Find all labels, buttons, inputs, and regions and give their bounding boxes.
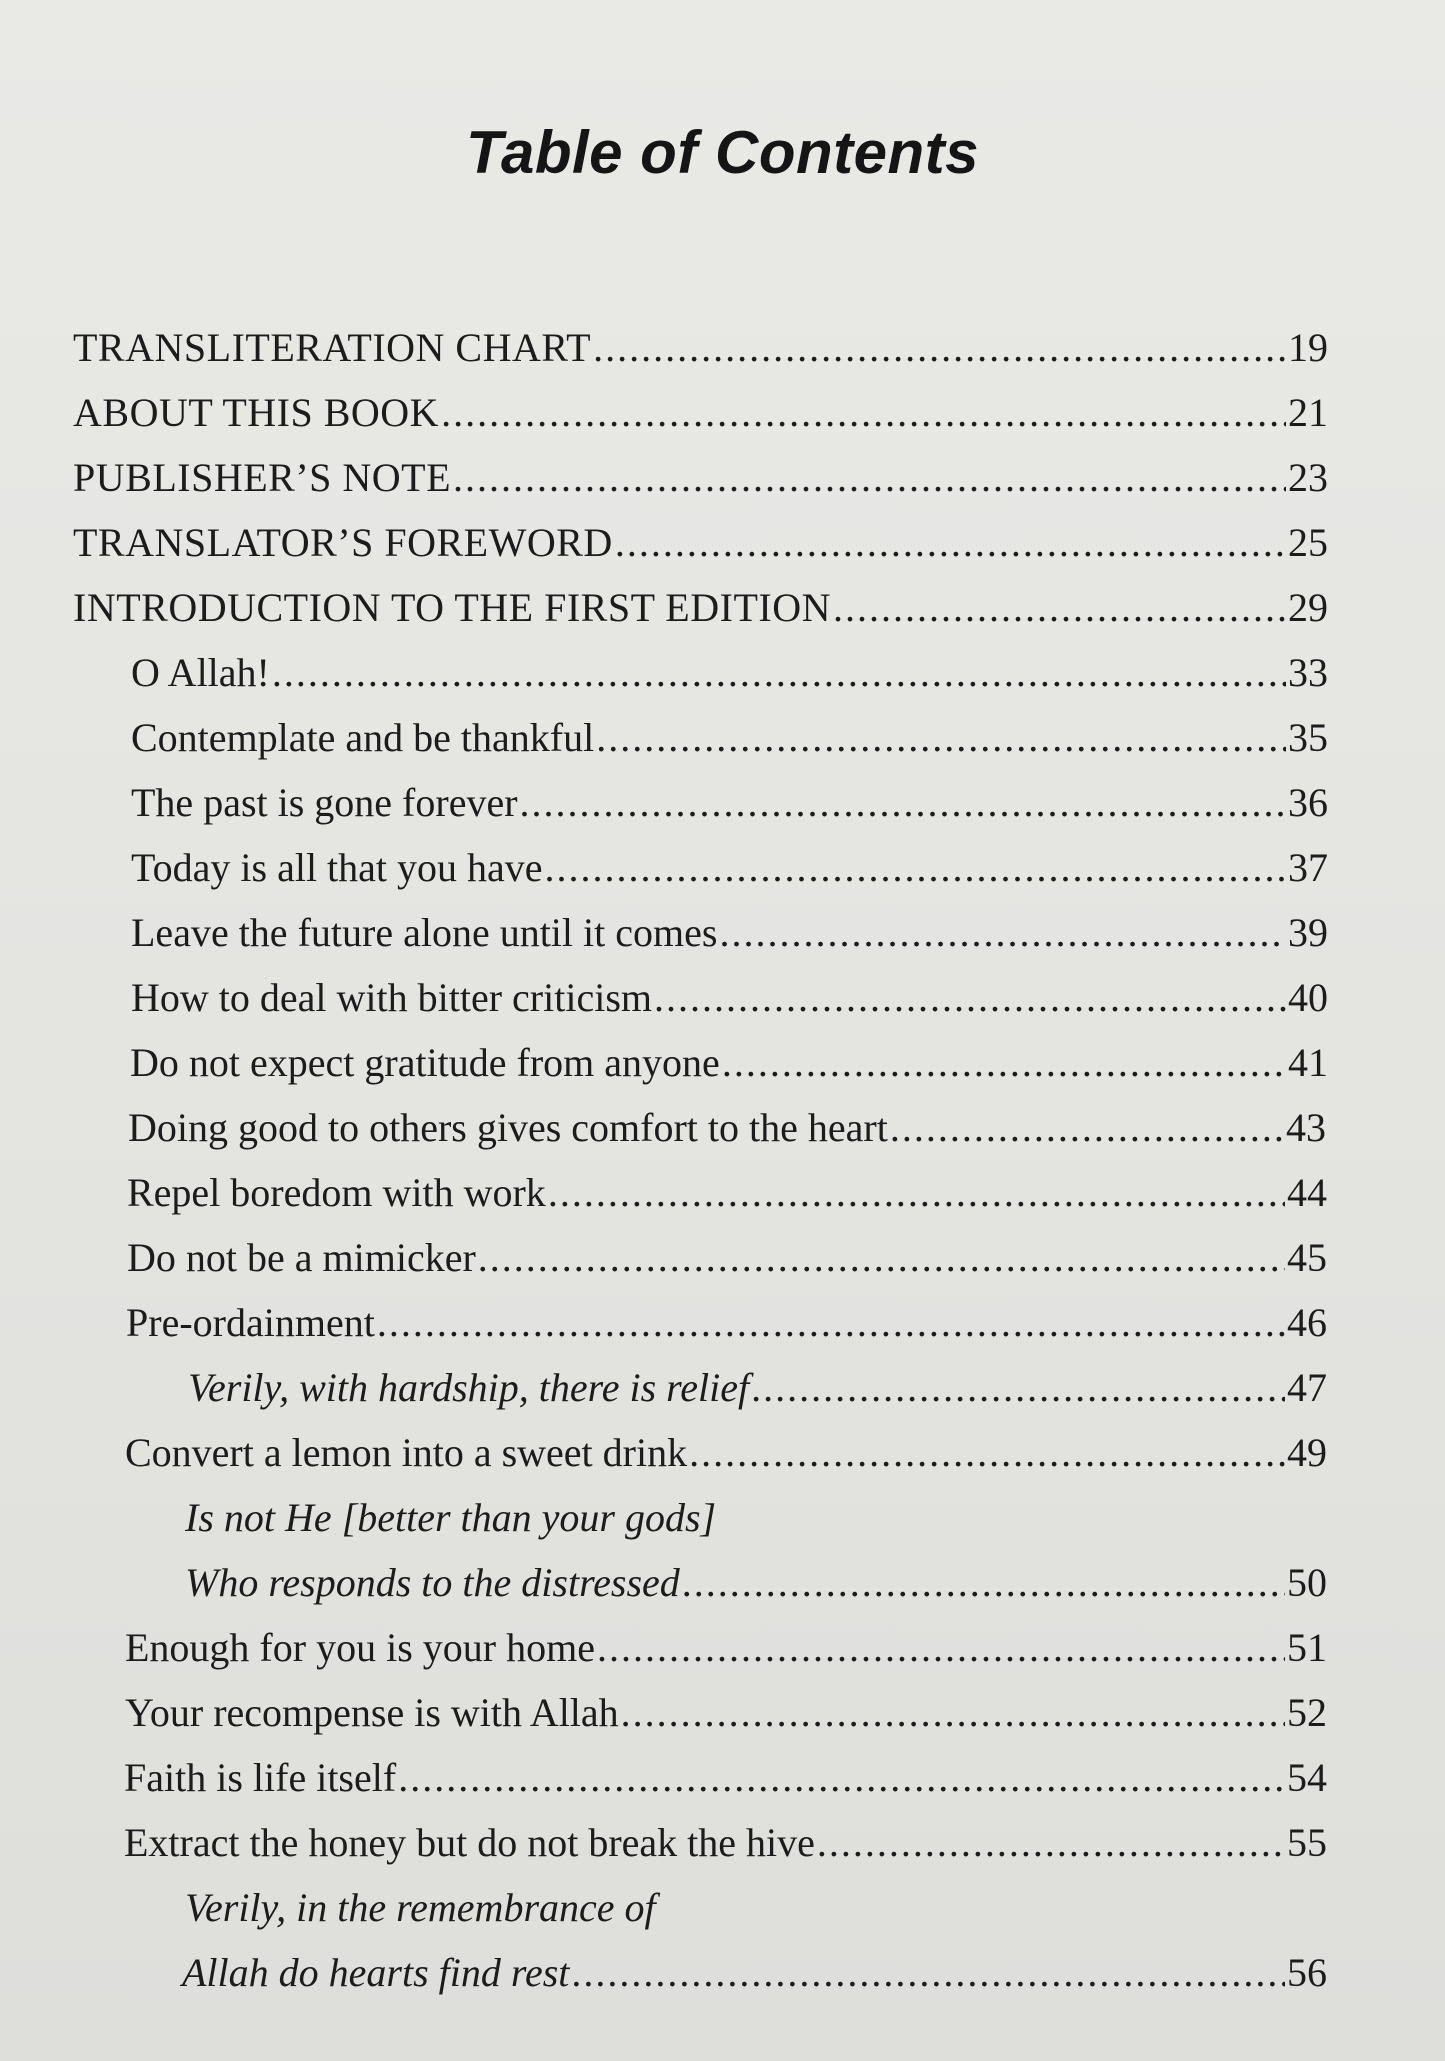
toc-entry xyxy=(131,643,1328,703)
toc-entry xyxy=(73,578,1328,638)
dot-leader xyxy=(751,1358,1285,1418)
dot-leader xyxy=(478,1228,1285,1288)
toc-page-number: 41 xyxy=(1288,1040,1328,1085)
toc-entry xyxy=(126,1293,1327,1353)
toc-page-number: 37 xyxy=(1288,845,1328,890)
toc-entry-title: Repel boredom with work xyxy=(127,1170,546,1215)
toc-entry xyxy=(185,1553,1327,1613)
toc-entry-title: O Allah! xyxy=(131,650,270,695)
toc-entry xyxy=(125,1618,1327,1678)
dot-leader xyxy=(654,968,1286,1028)
toc-entry xyxy=(125,1683,1327,1743)
dot-leader xyxy=(890,1098,1284,1158)
dot-leader xyxy=(545,838,1286,898)
toc-page-number: 25 xyxy=(1288,520,1328,565)
toc-page-number: 40 xyxy=(1288,975,1328,1020)
toc-page-number: 51 xyxy=(1287,1625,1327,1670)
toc-entry-title: Pre-ordainment xyxy=(126,1300,375,1345)
toc-page-number: 56 xyxy=(1287,1950,1327,1995)
dot-leader xyxy=(597,1618,1285,1678)
toc-entry-title: The past is gone forever xyxy=(131,780,518,825)
dot-leader xyxy=(453,448,1286,508)
dot-leader xyxy=(272,643,1286,703)
dot-leader xyxy=(615,513,1286,573)
toc-entry-title-line2: Allah do hearts find rest xyxy=(182,1950,570,1995)
toc-page-number: 52 xyxy=(1287,1690,1327,1735)
toc-page-number: 23 xyxy=(1288,455,1328,500)
toc-entry xyxy=(131,708,1328,768)
toc-entry-title: Extract the honey but do not break the hive xyxy=(124,1820,815,1865)
page-title: Table of Contents xyxy=(466,119,979,186)
toc-entry-title: Verily, with hardship, there is relief xyxy=(188,1365,750,1410)
toc-entry xyxy=(125,1423,1327,1483)
toc-entry-title: Today is all that you have xyxy=(131,845,543,890)
toc-entry xyxy=(131,968,1328,1028)
toc-page-number: 29 xyxy=(1288,585,1328,630)
toc-entry-title: PUBLISHER’S NOTE xyxy=(73,455,452,500)
toc-entry xyxy=(127,1228,1327,1288)
dot-leader xyxy=(441,383,1286,443)
toc-entry-title: TRANSLATOR’S FOREWORD xyxy=(73,520,613,565)
toc-entry-title: Leave the future alone until it comes xyxy=(131,910,718,955)
toc-page-number: 50 xyxy=(1287,1560,1327,1605)
toc-page-number: 43 xyxy=(1286,1105,1326,1150)
toc-entry xyxy=(131,838,1328,898)
dot-leader xyxy=(520,773,1286,833)
dot-leader xyxy=(596,708,1286,768)
dot-leader xyxy=(833,578,1286,638)
toc-page-number: 54 xyxy=(1287,1755,1327,1800)
dot-leader xyxy=(377,1293,1285,1353)
toc-page-number: 45 xyxy=(1287,1235,1327,1280)
toc-entry-title: Your recompense is with Allah xyxy=(125,1690,619,1735)
toc-entry xyxy=(182,1943,1327,2003)
toc-entry-title-line1: Is not He [better than your gods] xyxy=(185,1495,717,1540)
toc-entry xyxy=(131,903,1328,963)
toc-entry xyxy=(73,448,1328,508)
toc-page-number: 21 xyxy=(1288,390,1328,435)
toc-entry xyxy=(128,1098,1326,1158)
dot-leader xyxy=(398,1748,1285,1808)
toc-entry-title: Enough for you is your home xyxy=(125,1625,595,1670)
toc-entry xyxy=(73,513,1328,573)
toc-page-number: 55 xyxy=(1287,1820,1327,1865)
dot-leader xyxy=(689,1423,1285,1483)
toc-entry-title: Contemplate and be thankful xyxy=(131,715,595,760)
toc-page-number: 46 xyxy=(1287,1300,1327,1345)
toc-entry-title-line1: Verily, in the remembrance of xyxy=(185,1885,656,1930)
toc-entry xyxy=(130,1033,1328,1093)
toc-entry xyxy=(131,773,1328,833)
toc-entry xyxy=(188,1358,1327,1418)
toc-page-number: 35 xyxy=(1288,715,1328,760)
toc-entry-title: INTRODUCTION TO THE FIRST EDITION xyxy=(73,585,831,630)
dot-leader xyxy=(682,1553,1285,1613)
toc-entry xyxy=(124,1813,1327,1873)
toc-entry-title: Faith is life itself xyxy=(124,1755,397,1800)
toc-page-number: 39 xyxy=(1288,910,1328,955)
toc-page-number: 49 xyxy=(1287,1430,1327,1475)
toc-entry xyxy=(73,383,1328,443)
toc-page-number: 36 xyxy=(1288,780,1328,825)
dot-leader xyxy=(593,318,1286,378)
toc-page-number: 19 xyxy=(1288,325,1328,370)
dot-leader xyxy=(719,903,1286,963)
toc-entry-title: ABOUT THIS BOOK xyxy=(73,390,440,435)
toc-entry xyxy=(127,1163,1327,1223)
dot-leader xyxy=(817,1813,1285,1873)
toc-entry-title-line2: Who responds to the distressed xyxy=(185,1560,680,1605)
dot-leader xyxy=(548,1163,1285,1223)
toc-page-number: 47 xyxy=(1287,1365,1327,1410)
toc-page-number: 33 xyxy=(1288,650,1328,695)
dot-leader xyxy=(722,1033,1286,1093)
toc-entry-title: TRANSLITERATION CHART xyxy=(73,325,592,370)
toc-page-number: 44 xyxy=(1287,1170,1327,1215)
toc-entry xyxy=(73,318,1328,378)
toc-entry xyxy=(124,1748,1327,1808)
toc-entry-title: Do not expect gratitude from anyone xyxy=(130,1040,720,1085)
toc-entry-title: Doing good to others gives comfort to the heart xyxy=(128,1105,888,1150)
dot-leader xyxy=(621,1683,1285,1743)
toc-entry-title: How to deal with bitter criticism xyxy=(131,975,652,1020)
dot-leader xyxy=(571,1943,1285,2003)
toc-entry-title: Convert a lemon into a sweet drink xyxy=(125,1430,688,1475)
toc-entry-title: Do not be a mimicker xyxy=(127,1235,476,1280)
